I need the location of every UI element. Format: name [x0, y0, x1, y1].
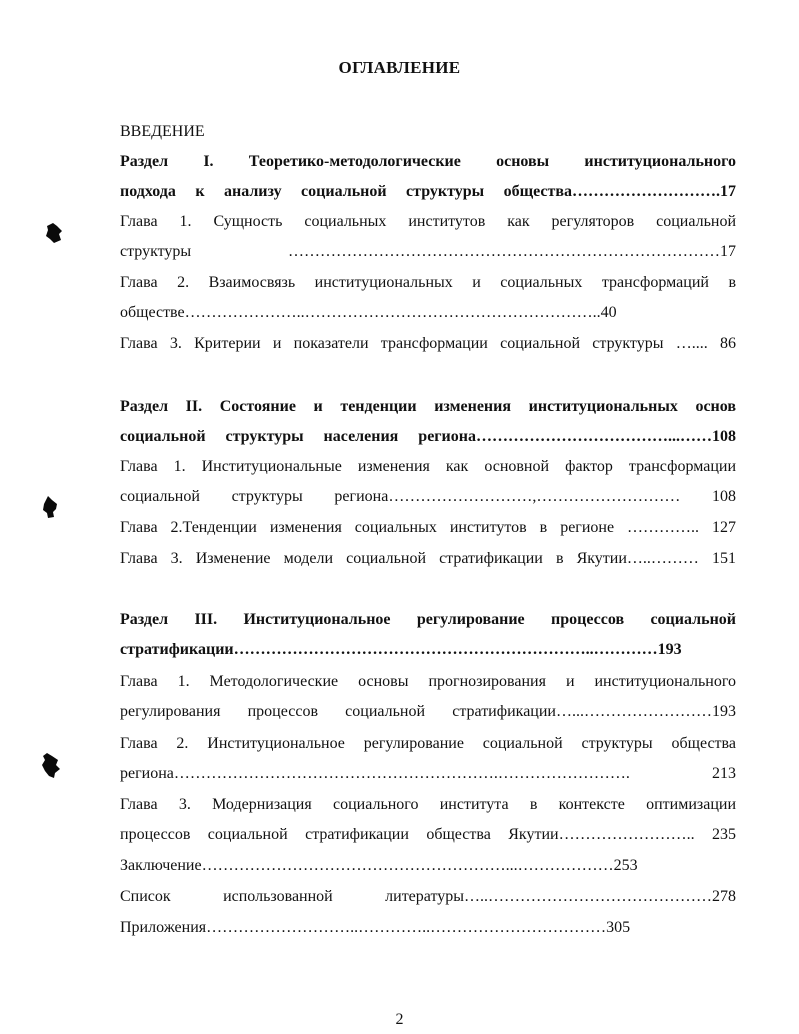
section-3-heading-line-2: стратификации…………………………………………………………..…………193 [120, 641, 682, 658]
appendices-entry: Приложения………………………..…………..……………………………305 [120, 919, 631, 936]
section-3-chapter-2-line-2: региона…………………………………………………….……………………. 213 [120, 765, 736, 782]
section-1-chapter-2-line-2: обществе…………………..………………………………………………..40 [120, 304, 617, 321]
section-1-chapter-1-line-1: Глава 1. Сущность социальных институтов как регуляторов социальной [120, 213, 736, 230]
section-2-chapter-3: Глава 3. Изменение модели социальной стратификации в Якутии…..……… 151 [120, 550, 736, 567]
section-1-chapter-3: Глава 3. Критерии и показатели трансформации социальной структуры ….... 86 [120, 335, 736, 352]
section-1-heading-line-1: Раздел I. Теоретико-методологические основы институционального [120, 153, 736, 170]
section-1-chapter-2-line-1: Глава 2. Взаимосвязь институциональных и социальных трансформаций в [120, 274, 736, 291]
section-1-heading-line-2: подхода к анализу социальной структуры общества……………………….17 [120, 183, 736, 200]
page-number: 2 [395, 1011, 404, 1028]
punch-hole-blot-2 [40, 495, 60, 519]
section-2-chapter-1-line-1: Глава 1. Институциональные изменения как основной фактор трансформации [120, 458, 736, 475]
section-3-heading-line-1: Раздел III. Институциональное регулирование процессов социальной [120, 611, 736, 628]
section-2-chapter-1-line-2: социальной структуры региона………………………,……………………… 108 [120, 488, 736, 505]
conclusion-entry: Заключение…………………………………………………...………………253 [120, 857, 638, 874]
punch-hole-blot-1 [44, 222, 64, 244]
section-3-chapter-1-line-1: Глава 1. Методологические основы прогнозирования и институционального [120, 673, 736, 690]
section-2-heading-line-1: Раздел II. Состояние и тенденции изменения институциональных основ [120, 398, 736, 415]
section-2-heading-line-2: социальной структуры населения региона………………………………...……108 [120, 428, 736, 445]
section-2-chapter-2: Глава 2.Тенденции изменения социальных институтов в регионе ………….. 127 [120, 519, 736, 536]
section-3-chapter-1-line-2: регулирования процессов социальной стратификации…...……………………193 [120, 703, 736, 720]
bibliography-entry: Список использованной литературы…..……………………………………278 [120, 888, 736, 905]
intro-entry: ВВЕДЕНИЕ [120, 123, 205, 140]
section-3-chapter-2-line-1: Глава 2. Институциональное регулирование социальной структуры общества [120, 735, 736, 752]
section-1-chapter-1-line-2: структуры ………………………………………………………………………17 [120, 243, 736, 260]
section-3-chapter-3-line-1: Глава 3. Модернизация социального института в контексте оптимизации [120, 796, 736, 813]
punch-hole-blot-3 [40, 752, 62, 780]
page-title: ОГЛАВЛЕНИЕ [338, 58, 461, 77]
section-3-chapter-3-line-2: процессов социальной стратификации общества Якутии…………………….. 235 [120, 826, 736, 843]
